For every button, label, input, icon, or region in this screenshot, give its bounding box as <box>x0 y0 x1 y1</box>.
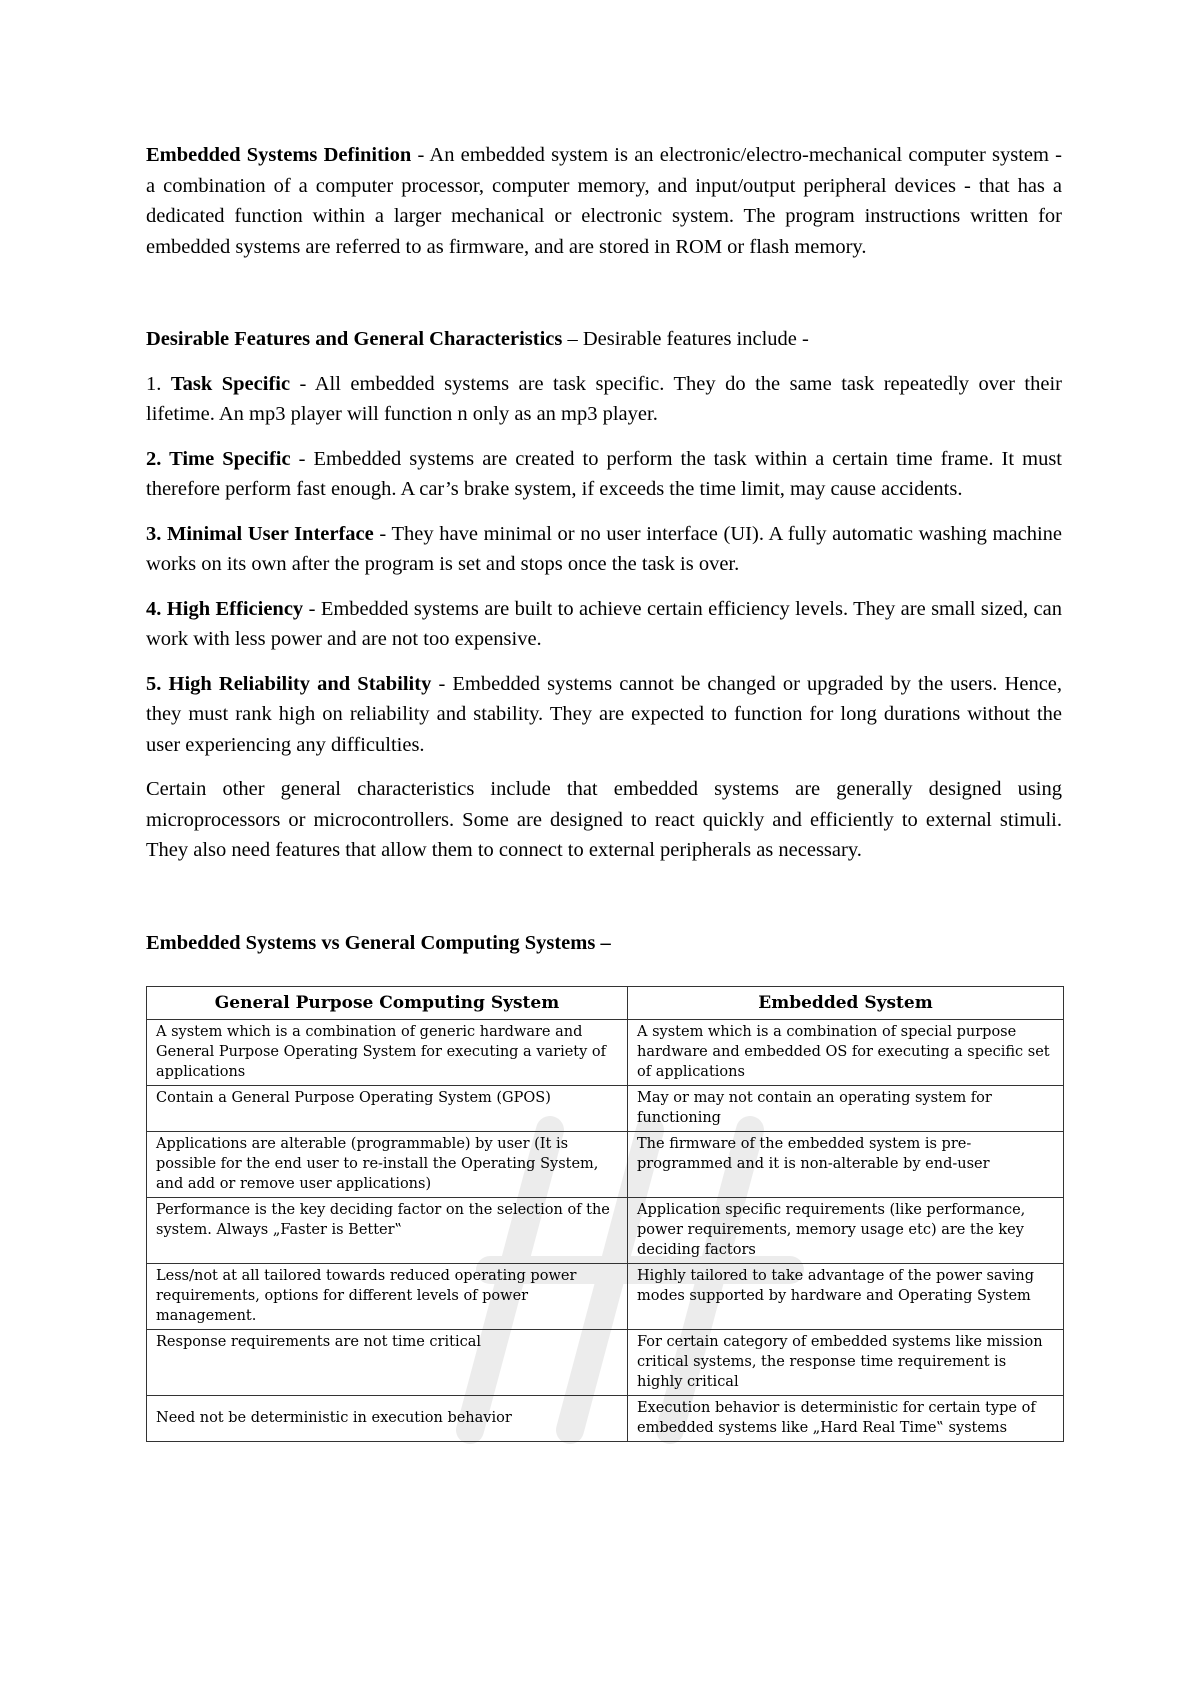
feature-number: 2. <box>146 447 170 470</box>
table-header-row <box>147 987 1064 1020</box>
table-cell: A system which is a combination of generic hardware and General Purpose Operating System for executing a variety of applications <box>147 1020 628 1086</box>
table-row <box>147 1132 1064 1198</box>
feature-text: - Embedded systems are created to perform the task within a certain time frame. It must therefore perform fast enough. A car’s brake system, if exceeds the time limit, may cause accidents. <box>146 447 1062 500</box>
comparison-heading <box>146 928 1062 959</box>
definition-body: - An embedded system is an electronic/electro-mechanical computer system - a combination of a computer processor, computer memory, and input/output peripheral devices - that has a dedicated function within a larger mechanical or electronic system. The program instructions written for embedded systems are referred to as firmware, and are stored in ROM or flash memory. <box>146 144 1063 258</box>
table-row <box>147 1086 1064 1132</box>
table-cell: Contain a General Purpose Operating System (GPOS) <box>147 1086 628 1132</box>
feature-number: 4. <box>146 597 167 620</box>
feature-item <box>146 594 1062 655</box>
features-heading-line <box>146 324 1062 355</box>
table-cell: Application specific requirements (like performance, power requirements, memory usage etc) are the key deciding factors <box>628 1198 1064 1264</box>
feature-item <box>146 444 1062 505</box>
table-row <box>147 1396 1064 1442</box>
header-embedded: Embedded System <box>628 987 1064 1020</box>
feature-item <box>146 519 1062 580</box>
table-cell: Execution behavior is deterministic for certain type of embedded systems like „Hard Real Time‟ systems <box>628 1396 1064 1442</box>
other-characteristics-paragraph: Certain other general characteristics include that embedded systems are generally designed using microprocessors or microcontrollers. Some are designed to react quickly and efficiently to external stimuli. They also need features that allow them to connect to external peripherals as necessary. <box>146 778 1062 861</box>
feature-text: - They have minimal or no user interface (UI). A fully automatic washing machine works on its own after the program is set and stops once the task is over. <box>146 522 1062 575</box>
table-cell: May or may not contain an operating system for functioning <box>628 1086 1064 1132</box>
feature-number: 5. <box>146 672 169 695</box>
header-general-purpose: General Purpose Computing System <box>147 987 628 1020</box>
table-cell: Need not be deterministic in execution behavior <box>147 1396 628 1442</box>
table-cell: Less/not at all tailored towards reduced operating power requirements, options for different levels of power management. <box>147 1264 628 1330</box>
features-intro: – Desirable features include - <box>562 328 809 350</box>
table-cell: Highly tailored to take advantage of the power saving modes supported by hardware and Operating System <box>628 1264 1064 1330</box>
definition-paragraph <box>146 140 1062 262</box>
features-heading: Desirable Features and General Characteristics <box>146 328 563 350</box>
table-row <box>147 1198 1064 1264</box>
feature-text: - All embedded systems are task specific. They do the same task repeatedly over their lifetime. An mp3 player will function n only as an mp3 player. <box>146 372 1062 425</box>
comparison-heading-text: Embedded Systems vs General Computing Systems – <box>146 931 611 954</box>
feature-text: - Embedded systems cannot be changed or upgraded by the users. Hence, they must rank high on reliability and stability. They are expected to function for long durations without the user experiencing any difficulties. <box>146 672 1063 756</box>
document-page <box>146 140 1062 1442</box>
feature-item <box>146 669 1062 761</box>
table-cell: Response requirements are not time critical <box>147 1330 628 1396</box>
table-cell: Performance is the key deciding factor on the selection of the system. Always „Faster is Better‟ <box>147 1198 628 1264</box>
table-row <box>147 1330 1064 1396</box>
comparison-table <box>146 986 1064 1442</box>
table-row <box>147 1264 1064 1330</box>
feature-title: Minimal User Interface <box>167 522 374 545</box>
table-cell: The firmware of the embedded system is pre-programmed and it is non-alterable by end-user <box>628 1132 1064 1198</box>
feature-text: - Embedded systems are built to achieve certain efficiency levels. They are small sized, can work with less power and are not too expensive. <box>146 597 1063 650</box>
definition-heading: Embedded Systems Definition <box>146 144 412 166</box>
feature-title: High Reliability and Stability <box>168 672 432 695</box>
feature-number: 3. <box>146 522 168 545</box>
table-cell: For certain category of embedded systems like mission critical systems, the response time requirement is highly critical <box>628 1330 1064 1396</box>
feature-number: 1. <box>146 372 171 395</box>
feature-title: Time Specific <box>169 447 291 470</box>
feature-title: High Efficiency <box>166 597 304 620</box>
table-row <box>147 1020 1064 1086</box>
feature-title: Task Specific <box>170 372 291 395</box>
table-cell: Applications are alterable (programmable) by user (It is possible for the end user to re-install the Operating System, and add or remove user applications) <box>147 1132 628 1198</box>
feature-item <box>146 369 1062 430</box>
table-cell: A system which is a combination of special purpose hardware and embedded OS for executing a specific set of applications <box>628 1020 1064 1086</box>
